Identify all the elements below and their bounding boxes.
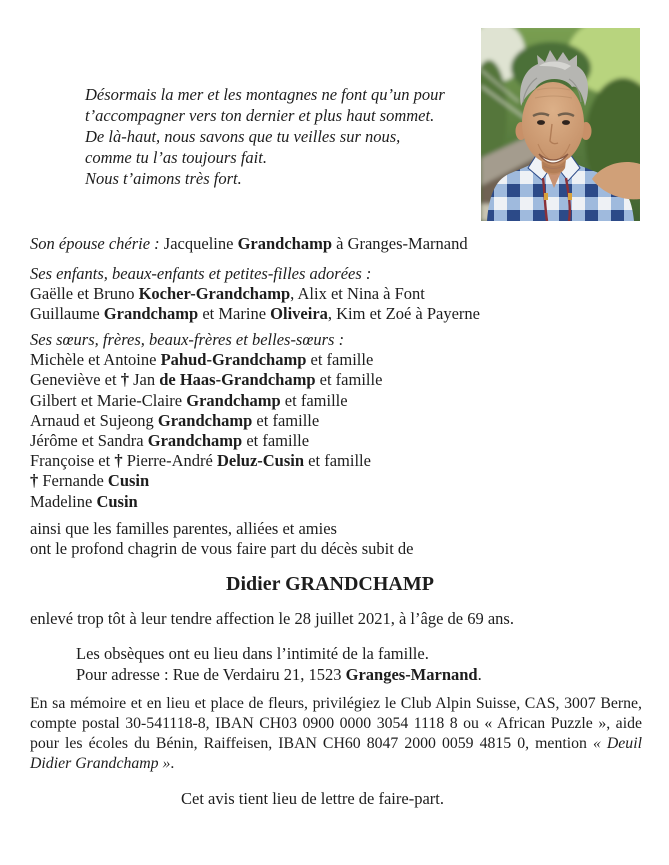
children-section [30,264,480,325]
funeral-line: Les obsèques ont eu lieu dans l’intimité de la famille. [76,644,429,663]
poem-line: t’accompagner vers ton dernier et plus haut sommet. [85,106,435,125]
death-line: enlevé trop tôt à leur tendre affection le 28 juillet 2021, à l’âge de 69 ans. [30,609,514,628]
dagger-symbol: † [114,451,127,471]
text-segment: Jérôme et Sandra [30,431,148,451]
poem-line: Nous t’aimons très fort. [85,169,242,188]
sibling-line [30,431,382,451]
text-segment: et famille [280,390,348,410]
text-segment: Pierre-André [126,451,217,471]
spouse-surname: Grandchamp [237,234,332,253]
memorial-mention: « Deuil Didier Grandchamp » [30,735,642,772]
text-segment: et famille [304,451,371,471]
text-segment: Gilbert et Marie-Claire [30,390,187,410]
text-segment: Grandchamp [103,304,199,324]
children-line [30,304,480,324]
poem-line: Désormais la mer et les montagnes ne font qu’un pour [85,85,445,104]
sibling-line [30,471,382,491]
sibling-line [30,411,382,431]
sibling-line [30,350,382,370]
text-segment: Pahud-Grandchamp [160,350,307,370]
spouse-name: Jacqueline [163,234,238,253]
man-face [522,82,584,164]
funeral-section [76,644,482,686]
siblings-section [30,330,382,512]
memorial-donation-paragraph [30,694,642,774]
poem-line: comme tu l’as toujours fait. [85,148,267,167]
text-segment: Jan [133,370,160,390]
text-segment: Gaëlle et Bruno [30,284,139,304]
announcement-section [30,519,414,559]
text-segment: Granges-Marnand [345,664,478,684]
funeral-line [76,665,482,686]
spouse-place: à Granges-Marnand [332,234,468,253]
text-segment: et famille [306,350,374,370]
text-segment: Grandchamp [147,431,243,451]
text-segment: Françoise et [30,451,115,471]
sibling-line [30,370,382,390]
children-heading: Ses enfants, beaux-enfants et petites-filles adorées : [30,264,372,283]
spouse-line [30,234,468,254]
text-segment: Michèle et Antoine [30,350,161,370]
portrait-photo [481,28,640,221]
text-segment: et famille [242,431,310,451]
announcement-line: ont le profond chagrin de vous faire part du décès subit de [30,539,414,559]
text-segment: et famille [315,370,383,390]
deceased-name: Didier GRANDCHAMP [226,573,434,595]
siblings-heading: Ses sœurs, frères, beaux-frères et belles-sœurs : [30,330,345,349]
text-segment: . [477,664,482,684]
closing-line: Cet avis tient lieu de lettre de faire-part. [181,789,444,808]
text-segment: et Marine [198,304,271,324]
text-segment: Pour adresse : Rue de Verdairu 21, 1523 [76,664,346,684]
text-segment: Kocher-Grandchamp [138,284,291,304]
sibling-line [30,391,382,411]
poem-line: De là-haut, nous savons que tu veilles sur nous, [85,127,401,146]
text-segment: Cusin [96,491,138,511]
text-segment: Cusin [107,471,150,491]
text-segment: de Haas-Grandchamp [159,370,316,390]
sibling-line [30,451,382,471]
text-segment: , Alix et Nina à Font [290,284,425,304]
text-segment: , Kim et Zoé à Payerne [327,304,480,324]
text-segment: Geneviève et [30,370,121,390]
text-segment: Fernande [42,471,108,491]
children-line [30,284,480,304]
text-segment: Deluz-Cusin [216,451,305,471]
memorial-poem [85,84,445,189]
dagger-symbol: † [30,471,43,491]
announcement-line: ainsi que les familles parentes, alliées et amies [30,519,337,538]
text-segment: Grandchamp [157,410,253,430]
dagger-symbol: † [120,370,134,390]
text-segment: Arnaud et Sujeong [30,410,158,430]
text-segment: En sa mémoire et en lieu et place de fleurs, privilégiez le Club Alpin Suisse, CAS, 3007 Berne, compte postal 30-541118-8, IBAN CH03 0900 0000 3054 1118 8 ou « African Puzzle », aide pour les écoles du Bénin, Raiffeisen, IBAN CH60 8047 2000 0059 4815 0, mention [30,695,642,752]
text-segment: Guillaume [30,304,104,324]
text-segment: Madeline [30,491,97,511]
text-segment: . [170,755,175,772]
spouse-intro: Son épouse chérie : [30,234,164,253]
text-segment: et famille [252,410,320,430]
text-segment: Grandchamp [186,390,281,410]
text-segment: Oliveira [270,304,328,324]
sibling-line [30,492,382,512]
